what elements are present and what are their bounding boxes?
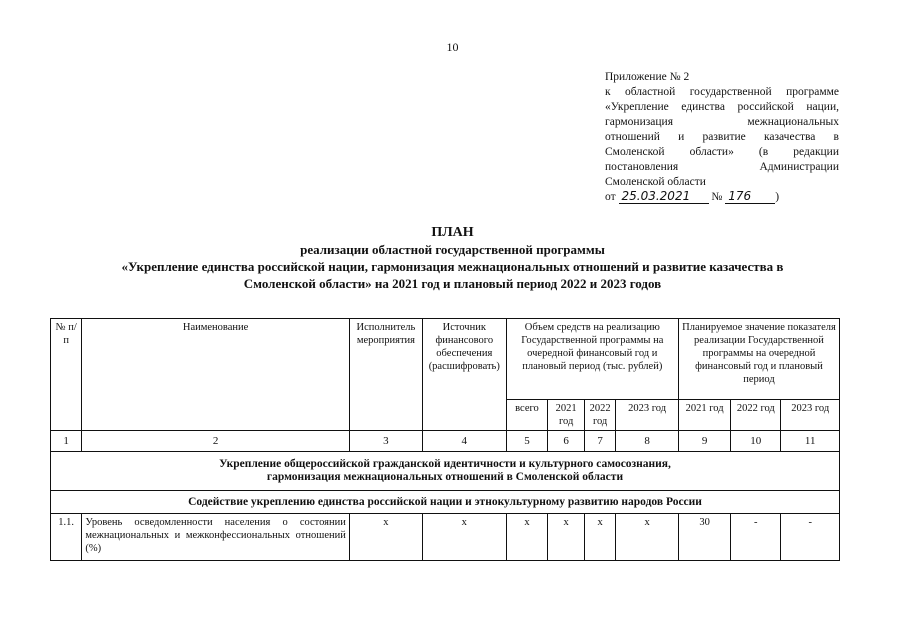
subheader-year: 2021 год <box>678 400 730 431</box>
handwritten-date: 25.03.2021 <box>619 190 709 204</box>
appendix-line: «Укрепление единства российской нации, <box>605 101 839 113</box>
header-source: Источник финансового обеспечения (расшифровать) <box>422 319 506 431</box>
row-2021: х <box>548 514 585 561</box>
section-row <box>51 452 840 491</box>
document-title <box>40 224 865 292</box>
date-line <box>605 190 839 205</box>
column-number: 1 <box>51 431 82 452</box>
row-2023: х <box>616 514 679 561</box>
subheader-year: 2023 год <box>781 400 840 431</box>
row-num: 1.1. <box>51 514 82 561</box>
row-name: Уровень осведомленности населения о состоянии межнациональных и межконфессиональных отношений (%) <box>82 514 350 561</box>
section-title <box>51 452 840 491</box>
date-prefix: от <box>605 191 616 203</box>
subheader-year: 2022 год <box>731 400 781 431</box>
row-total: х <box>506 514 548 561</box>
column-number: 9 <box>678 431 730 452</box>
subheader-year: 2021 год <box>548 400 585 431</box>
handwritten-number: 176 <box>725 190 775 204</box>
column-number: 8 <box>616 431 679 452</box>
appendix-line: Смоленской области <box>605 176 706 188</box>
row-executor: х <box>349 514 422 561</box>
appendix-line: отношений и развитие казачества в <box>605 131 839 143</box>
number-label: № <box>711 191 723 203</box>
plan-table <box>50 318 840 561</box>
title-plan: ПЛАН <box>431 225 474 240</box>
header-indicator: Планируемое значение показателя реализации Государственной программы на очередной финансовый год и плановый период <box>678 319 839 400</box>
header-funds: Объем средств на реализацию Государственной программы на очередной финансовый год и плановый период (тыс. рублей) <box>506 319 678 400</box>
subsection-row <box>51 491 840 514</box>
appendix-line: гармонизация межнациональных <box>605 116 839 128</box>
appendix-line: Приложение № 2 <box>605 71 690 83</box>
page-number: 10 <box>446 40 459 54</box>
section-title-line: Укрепление общероссийской гражданской идентичности и культурного самосознания, <box>219 458 671 470</box>
appendix-block <box>605 70 839 205</box>
subsection-title: Содействие укреплению единства российской нации и этнокультурному развитию народов России <box>51 491 840 514</box>
subheader-year: 2022 год <box>584 400 615 431</box>
column-number: 5 <box>506 431 548 452</box>
column-number: 10 <box>731 431 781 452</box>
subheader-total: всего <box>506 400 548 431</box>
row-source: х <box>422 514 506 561</box>
header-num: № п/п <box>51 319 82 431</box>
title-line: реализации областной государственной программы <box>300 242 605 257</box>
row-indicator-2023: - <box>781 514 840 561</box>
row-indicator-2022: - <box>731 514 781 561</box>
section-title-line: гармонизация межнациональных отношений в Смоленской области <box>266 471 624 483</box>
column-number: 2 <box>82 431 350 452</box>
column-number-row <box>51 431 840 452</box>
title-line: Смоленской области» на 2021 год и плановый период 2022 и 2023 годов <box>243 276 662 291</box>
title-line: «Укрепление единства российской нации, гармонизация межнациональных отношений и развитие казачества в <box>121 259 784 274</box>
header-row <box>51 319 840 400</box>
column-number: 6 <box>548 431 585 452</box>
column-number: 3 <box>349 431 422 452</box>
column-number: 11 <box>781 431 840 452</box>
subheader-year: 2023 год <box>616 400 679 431</box>
appendix-line: постановления Администрации <box>605 161 839 173</box>
row-2022: х <box>584 514 615 561</box>
closing-paren: ) <box>775 191 780 203</box>
appendix-line: Смоленской области» (в редакции <box>605 146 839 158</box>
row-indicator-2021: 30 <box>678 514 730 561</box>
header-executor: Исполнитель мероприятия <box>349 319 422 431</box>
table-row <box>51 514 840 561</box>
header-name: Наименование <box>82 319 350 431</box>
column-number: 4 <box>422 431 506 452</box>
column-number: 7 <box>584 431 615 452</box>
appendix-line: к областной государственной программе <box>605 86 839 98</box>
